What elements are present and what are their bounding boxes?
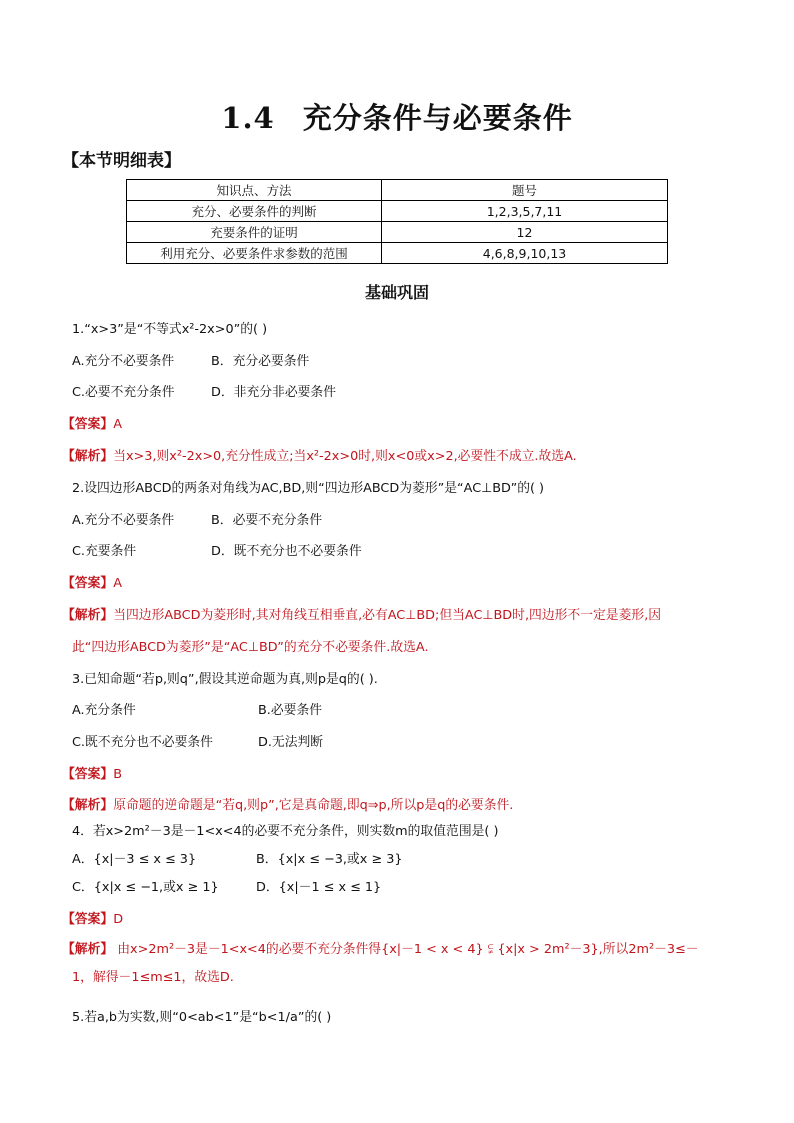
q4-options-row2 <box>72 876 381 895</box>
q1-option-a: A.充分不必要条件 <box>72 354 175 369</box>
q4-options-row1 <box>72 848 402 867</box>
q3-option-b: B.必要条件 <box>258 703 323 718</box>
title-text: 充分条件与必要条件 <box>302 101 573 135</box>
q1-option-c: C.必要不充分条件 <box>72 385 175 400</box>
answer-value: D <box>113 912 124 927</box>
q2-stem: 2.设四边形ABCD的两条对角线为AC,BD,则“四边形ABCD为菱形”是“AC⊥BD”的( ) <box>72 481 545 496</box>
table-header: 知识点、方法 <box>127 180 382 201</box>
q1-option-d: D．非充分非必要条件 <box>211 385 337 400</box>
q3-options-row1 <box>72 699 322 718</box>
q4-option-a: A．{x|－3 ≤ x ≤ 3} <box>72 852 197 867</box>
q2-options-row2 <box>72 540 362 559</box>
analysis-tag: 【解析】 <box>62 798 114 813</box>
answer-tag: 【答案】 <box>62 576 114 591</box>
subheading: 基础巩固 <box>364 283 429 302</box>
q1-answer <box>62 413 122 432</box>
analysis-tag: 【解析】 <box>62 608 114 623</box>
answer-tag: 【答案】 <box>62 767 114 782</box>
section-heading: 【本节明细表】 <box>62 151 181 171</box>
table-cell: 充分、必要条件的判断 <box>127 201 382 222</box>
q4-stem: 4．若x>2m²－3是－1<x<4的必要不充分条件，则实数m的取值范围是( ) <box>72 824 499 839</box>
analysis-text: 原命题的逆命题是“若q,则p”,它是真命题,即q⇒p,所以p是q的必要条件. <box>113 798 514 813</box>
q2-analysis-line2: 此“四边形ABCD为菱形”是“AC⊥BD”的充分不必要条件.故选A. <box>72 640 429 655</box>
q1-options-row1 <box>72 350 309 369</box>
q4-analysis-line2: 1，解得－1≤m≤1，故选D. <box>72 970 234 985</box>
q2-option-b: B．必要不充分条件 <box>211 513 323 528</box>
q4-option-b: B．{x|x ≤ −3,或x ≥ 3} <box>256 852 403 867</box>
answer-tag: 【答案】 <box>62 417 114 432</box>
q3-option-c: C.既不充分也不必要条件 <box>72 735 213 750</box>
table-row <box>127 201 668 222</box>
analysis-tag: 【解析】 <box>62 449 114 464</box>
q1-option-b: B．充分必要条件 <box>211 354 310 369</box>
q3-option-a: A.充分条件 <box>72 703 136 718</box>
analysis-text: 由x>2m²－3是－1<x<4的必要不充分条件得{x|－1 < x < 4} ⫋ {x|x > 2m²－3},所以2m²－3≤－ <box>113 942 699 957</box>
analysis-tag: 【解析】 <box>62 942 114 957</box>
table-cell: 4,6,8,9,10,13 <box>382 243 668 264</box>
analysis-text: 当四边形ABCD为菱形时,其对角线互相垂直,必有AC⊥BD;但当AC⊥BD时,四边形不一定是菱形,因 <box>113 608 662 623</box>
q2-options-row1 <box>72 509 322 528</box>
q1-analysis <box>62 445 577 464</box>
answer-value: B <box>113 767 122 782</box>
table-header-row <box>127 180 668 201</box>
answer-tag: 【答案】 <box>62 912 114 927</box>
q2-option-d: D．既不充分也不必要条件 <box>211 544 362 559</box>
q3-stem: 3.已知命题“若p,则q”,假设其逆命题为真,则p是q的( ). <box>72 672 378 687</box>
answer-value: A <box>113 576 122 591</box>
q3-analysis <box>62 794 513 813</box>
table-row <box>127 222 668 243</box>
table-cell: 充要条件的证明 <box>127 222 382 243</box>
q2-answer <box>62 572 122 591</box>
q3-option-d: D.无法判断 <box>258 735 324 750</box>
table-cell: 利用充分、必要条件求参数的范围 <box>127 243 382 264</box>
q4-option-d: D．{x|－1 ≤ x ≤ 1} <box>256 880 382 895</box>
q4-answer <box>62 908 123 927</box>
q5-stem: 5.若a,b为实数,则“0<ab<1”是“b<1/a”的( ) <box>72 1010 332 1025</box>
q2-option-a: A.充分不必要条件 <box>72 513 175 528</box>
analysis-text: 当x>3,则x²-2x>0,充分性成立;当x²-2x>0时,则x<0或x>2,必要性不成立.故选A. <box>113 449 577 464</box>
q1-options-row2 <box>72 381 336 400</box>
table-cell: 1,2,3,5,7,11 <box>382 201 668 222</box>
q2-option-c: C.充要条件 <box>72 544 137 559</box>
table-row <box>127 243 668 264</box>
q3-options-row2 <box>72 731 323 750</box>
q4-analysis-line1 <box>62 938 699 957</box>
answer-value: A <box>113 417 122 432</box>
page-title <box>0 96 794 137</box>
q3-answer <box>62 763 122 782</box>
q1-stem: 1.“x>3”是“不等式x²-2x>0”的( ) <box>72 322 268 337</box>
detail-table <box>126 179 668 264</box>
table-header: 题号 <box>382 180 668 201</box>
q4-option-c: C．{x|x ≤ −1,或x ≥ 1} <box>72 880 219 895</box>
table-cell: 12 <box>382 222 668 243</box>
q2-analysis-line1 <box>62 604 661 623</box>
title-number: 1.4 <box>221 101 275 135</box>
